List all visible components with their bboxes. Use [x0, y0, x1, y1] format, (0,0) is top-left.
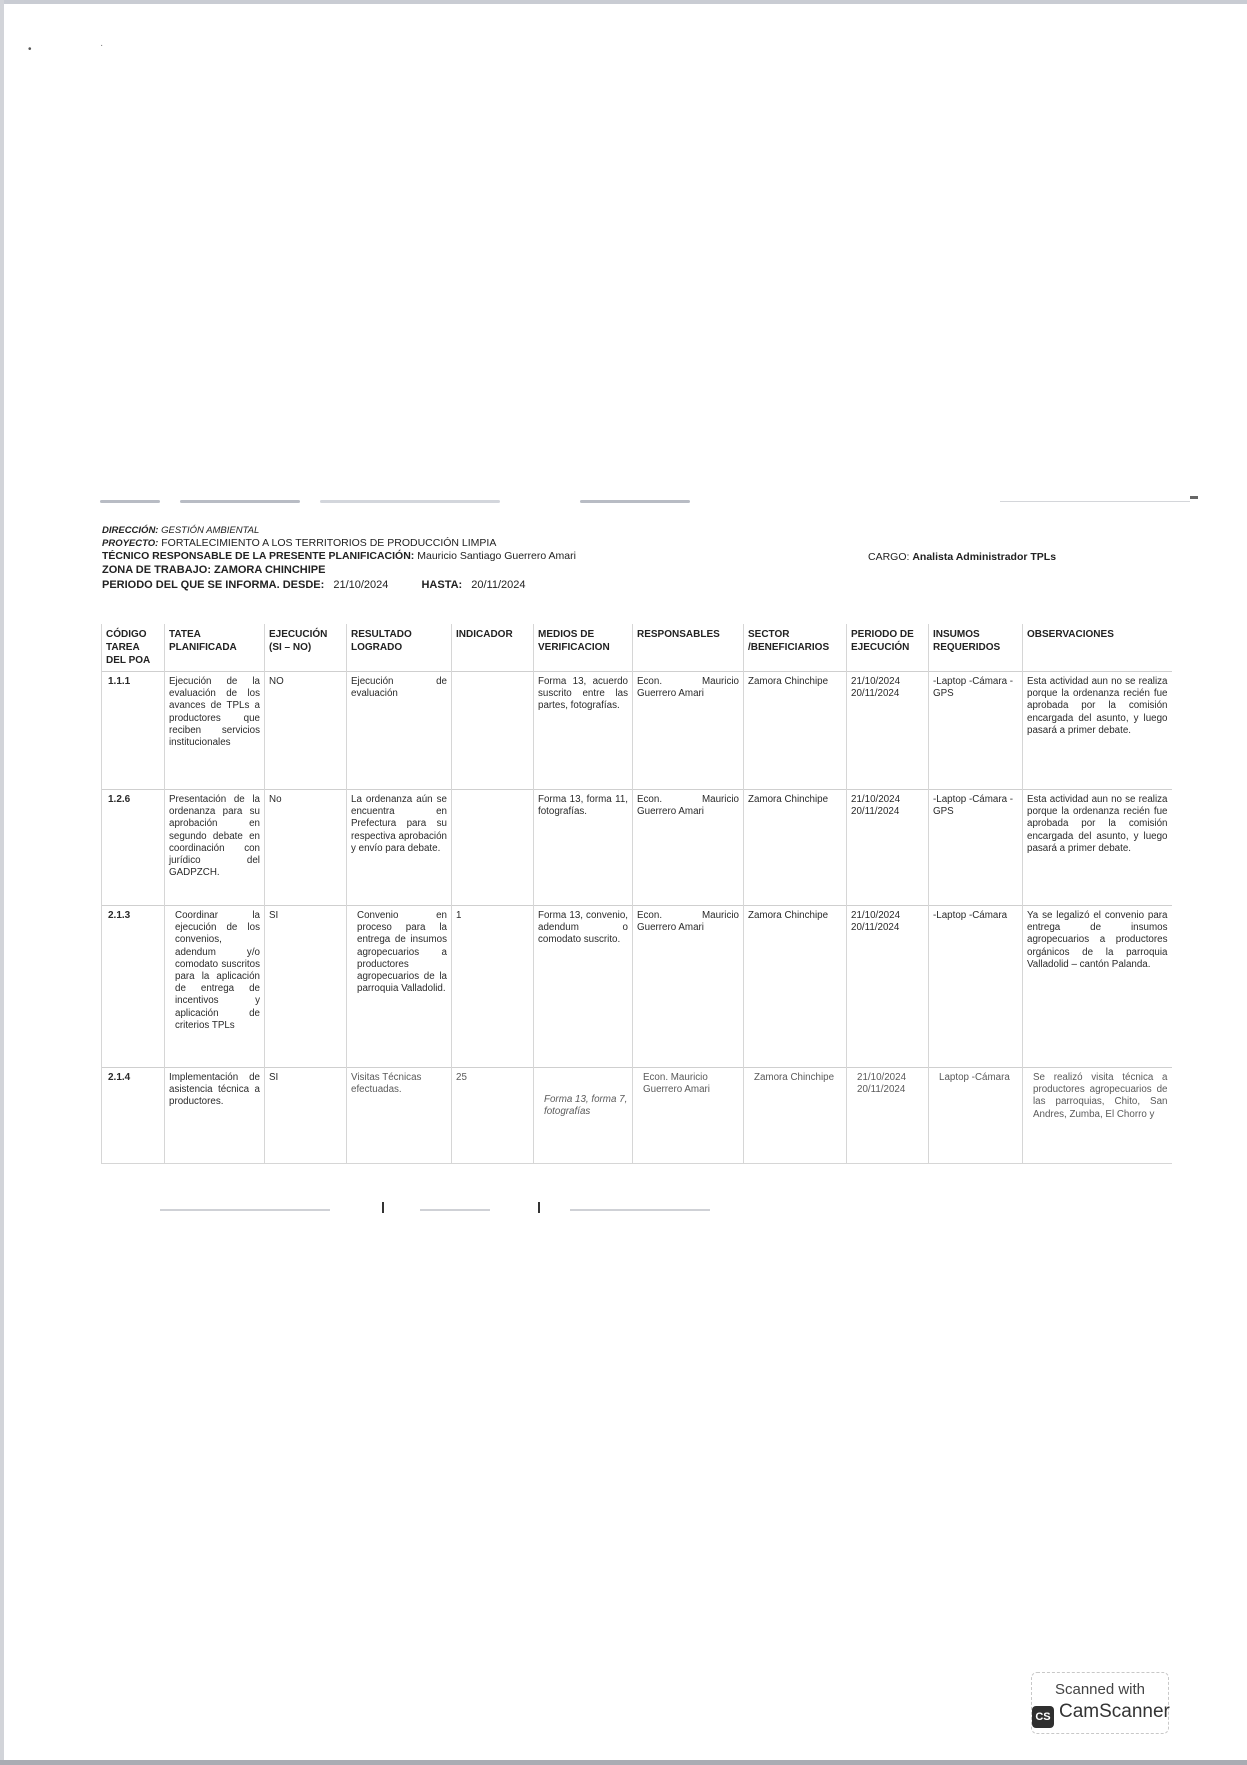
direccion-label: DIRECCIÓN:	[102, 525, 159, 536]
cell-observaciones: Se realizó visita técnica a productores agropecuarios de las parroquias, Chito, San Andres, Zumba, El Chorro y	[1023, 1068, 1172, 1164]
hasta-label: HASTA:	[421, 579, 463, 591]
cell-medios: Forma 13, forma 11, fotografías.	[534, 790, 633, 906]
footer-divider	[538, 1202, 540, 1213]
direccion-value: GESTIÓN AMBIENTAL	[161, 525, 260, 536]
cell-resultado: Visitas Técnicas efectuadas.	[347, 1068, 452, 1164]
camscanner-brand	[1032, 1701, 1168, 1728]
tecnico-value: Mauricio Santiago Guerrero Amari	[417, 550, 576, 562]
column-header: INSUMOS REQUERIDOS	[929, 624, 1023, 672]
cell-tarea: Presentación de la ordenanza para su aprobación en segundo debate en coordinación con jurídico del GADPZCH.	[165, 790, 265, 906]
cell-codigo: 2.1.4	[102, 1068, 165, 1164]
cell-indicador: 1	[452, 906, 534, 1068]
cell-resultado: Ejecución de evaluación	[347, 672, 452, 790]
cell-insumos: -Laptop -Cámara -GPS	[929, 790, 1023, 906]
cell-periodo: 21/10/2024 20/11/2024	[847, 1068, 929, 1164]
tecnico-line	[102, 550, 576, 563]
cell-responsables: Econ. Mauricio Guerrero Amari	[633, 790, 744, 906]
proyecto-line	[102, 537, 576, 550]
scan-edge-left	[0, 0, 4, 1765]
cell-codigo: 1.1.1	[102, 672, 165, 790]
cell-indicador	[452, 672, 534, 790]
cell-ejecucion: NO	[265, 672, 347, 790]
camscanner-name: CamScanner	[1059, 1701, 1170, 1722]
column-header: OBSERVACIONES	[1023, 624, 1172, 672]
scan-edge-bottom	[0, 1760, 1247, 1765]
hasta-value: 20/11/2024	[471, 579, 526, 591]
tecnico-label: TÉCNICO RESPONSABLE DE LA PRESENTE PLANIFICACIÓN:	[102, 550, 415, 562]
cell-ejecucion: SI	[265, 906, 347, 1068]
table-row	[102, 672, 1172, 790]
periodo-label: PERIODO DEL QUE SE INFORMA. DESDE:	[102, 579, 325, 591]
cell-periodo: 21/10/2024 20/11/2024	[847, 672, 929, 790]
scan-edge-top	[0, 0, 1247, 4]
cell-codigo: 1.2.6	[102, 790, 165, 906]
table-row	[102, 1068, 1172, 1164]
column-header: TATEA PLANIFICADA	[165, 624, 265, 672]
cell-resultado: La ordenanza aún se encuentra en Prefectura para su respectiva aprobación y envío para debate.	[347, 790, 452, 906]
scanned-with-text: Scanned with	[1054, 1681, 1146, 1698]
proyecto-value: FORTALECIMIENTO A LOS TERRITORIOS DE PRODUCCIÓN LIMPIA	[161, 537, 497, 549]
cell-responsables: Econ. Mauricio Guerrero Amari	[633, 1068, 744, 1164]
scan-speck: •	[28, 44, 32, 55]
direccion-line	[102, 524, 576, 537]
cell-insumos: -Laptop -Cámara -GPS	[929, 672, 1023, 790]
cargo-line	[868, 551, 1056, 563]
footer-divider	[382, 1202, 384, 1213]
cell-tarea: Ejecución de la evaluación de los avances de TPLs a productores que reciben servicios institucionales	[165, 672, 265, 790]
cell-responsables: Econ. Mauricio Guerrero Amari	[633, 672, 744, 790]
cell-indicador	[452, 790, 534, 906]
table-row	[102, 906, 1172, 1068]
periodo-line	[102, 578, 576, 593]
column-header: SECTOR /BENEFICIARIOS	[744, 624, 847, 672]
camscanner-logo-icon: CS	[1032, 1706, 1054, 1728]
camscanner-watermark	[1031, 1672, 1169, 1734]
cell-tarea: Implementación de asistencia técnica a productores.	[165, 1068, 265, 1164]
proyecto-label: PROYECTO:	[102, 538, 159, 549]
cell-observaciones: Ya se legalizó el convenio para entrega de insumos agropecuarios a productores orgánicos de la parroquia Valladolid – cantón Palanda.	[1023, 906, 1172, 1068]
zona-line	[102, 563, 576, 578]
cell-sector: Zamora Chinchipe	[744, 672, 847, 790]
cell-codigo: 2.1.3	[102, 906, 165, 1068]
faded-previous-footer	[100, 496, 720, 508]
desde-value: 21/10/2024	[333, 579, 389, 591]
cell-resultado: Convenio en proceso para la entrega de insumos agropecuarios a productores agropecuarios de la parroquia Valladolid.	[347, 906, 452, 1068]
cell-ejecucion: SI	[265, 1068, 347, 1164]
column-header: EJECUCIÓN (SI – NO)	[265, 624, 347, 672]
cell-periodo: 21/10/2024 20/11/2024	[847, 906, 929, 1068]
table-row	[102, 790, 1172, 906]
poa-report-table	[101, 624, 1172, 1164]
column-header: MEDIOS DE VERIFICACION	[534, 624, 633, 672]
column-header: RESULTADO LOGRADO	[347, 624, 452, 672]
document-header	[102, 524, 576, 593]
cell-responsables: Econ. Mauricio Guerrero Amari	[633, 906, 744, 1068]
cell-sector: Zamora Chinchipe	[744, 1068, 847, 1164]
cell-observaciones: Esta actividad aun no se realiza porque la ordenanza recién fue aprobada por la comisión encargada del asunto, y luego pasará a primer debate.	[1023, 672, 1172, 790]
cell-medios: Forma 13, acuerdo suscrito entre las partes, fotografías.	[534, 672, 633, 790]
column-header: CÓDIGO TAREA DEL POA	[102, 624, 165, 672]
cell-medios: Forma 13, convenio, adendum o comodato suscrito.	[534, 906, 633, 1068]
cell-periodo: 21/10/2024 20/11/2024	[847, 790, 929, 906]
cell-tarea: Coordinar la ejecución de los convenios, adendum y/o comodato suscritos para la aplicación de entrega de incentivos y aplicación de criterios TPLs	[165, 906, 265, 1068]
scan-mark	[1190, 496, 1198, 499]
cell-ejecucion: No	[265, 790, 347, 906]
cargo-value: Analista Administrador TPLs	[912, 551, 1057, 563]
cell-insumos: Laptop -Cámara	[929, 1068, 1023, 1164]
cell-insumos: -Laptop -Cámara	[929, 906, 1023, 1068]
column-header: RESPONSABLES	[633, 624, 744, 672]
column-header: INDICADOR	[452, 624, 534, 672]
faded-page-footer	[160, 1206, 720, 1216]
cell-sector: Zamora Chinchipe	[744, 790, 847, 906]
cargo-label: CARGO:	[868, 551, 910, 563]
table-header-row	[102, 624, 1172, 672]
zona-value: ZONA DE TRABAJO: ZAMORA CHINCHIPE	[102, 564, 326, 576]
cell-sector: Zamora Chinchipe	[744, 906, 847, 1068]
faded-rule	[1000, 501, 1190, 502]
scan-speck: ·	[100, 40, 104, 51]
cell-observaciones: Esta actividad aun no se realiza porque la ordenanza recién fue aprobada por la comisión encargada del asunto, y luego pasará a primer debate.	[1023, 790, 1172, 906]
column-header: PERIODO DE EJECUCIÓN	[847, 624, 929, 672]
cell-medios: Forma 13, forma 7, fotografías	[534, 1068, 633, 1164]
cell-indicador: 25	[452, 1068, 534, 1164]
